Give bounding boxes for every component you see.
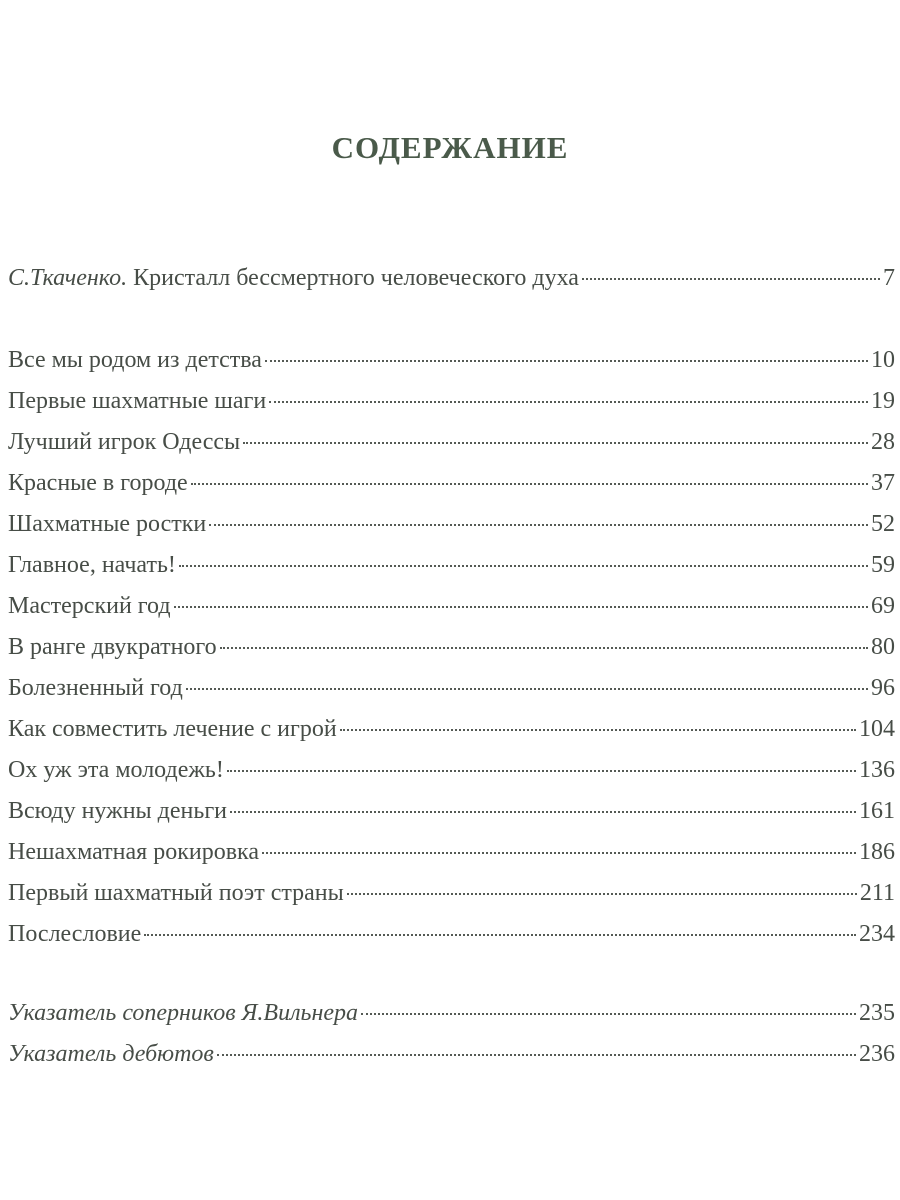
toc-entry-label: Первый шахматный поэт страны	[8, 880, 344, 906]
dot-leader	[220, 647, 868, 649]
toc-intro-section	[8, 265, 895, 306]
toc-entry	[8, 634, 895, 675]
toc-entry	[8, 593, 895, 634]
dot-leader	[186, 688, 868, 690]
toc-entry-page: 69	[871, 593, 895, 619]
toc-entry-label: Указатель дебютов	[8, 1041, 214, 1067]
toc-entry	[8, 511, 895, 552]
toc-entry-page: 104	[859, 716, 895, 742]
toc-entry	[8, 839, 895, 880]
toc-entry-page: 19	[871, 388, 895, 414]
dot-leader	[265, 360, 868, 362]
toc-entry	[8, 1041, 895, 1082]
toc-entry-label: Всюду нужны деньги	[8, 798, 227, 824]
toc-entry-page: 96	[871, 675, 895, 701]
toc-entry	[8, 347, 895, 388]
toc-entry-label: Все мы родом из детства	[8, 347, 262, 373]
dot-leader	[269, 401, 868, 403]
toc-entry	[8, 429, 895, 470]
toc-entry-page: 161	[859, 798, 895, 824]
toc-entry-page: 236	[859, 1041, 895, 1067]
toc-entry	[8, 1000, 895, 1041]
toc-entry-page: 211	[859, 880, 895, 906]
toc-entry-page: 235	[859, 1000, 895, 1026]
dot-leader	[227, 770, 856, 772]
toc-entry-label: Мастерский год	[8, 593, 171, 619]
dot-leader	[217, 1054, 856, 1056]
toc-entry-page: 234	[859, 921, 895, 947]
toc-entry-label: Главное, начать!	[8, 552, 176, 578]
toc-entry-intro	[8, 265, 895, 306]
toc-entry-title: Кристалл бессмертного человеческого духа	[133, 265, 579, 291]
toc-entry	[8, 757, 895, 798]
dot-leader	[209, 524, 868, 526]
dot-leader	[174, 606, 868, 608]
dot-leader	[144, 934, 856, 936]
toc-entry	[8, 880, 895, 921]
dot-leader	[243, 442, 868, 444]
toc-entry-label: Первые шахматные шаги	[8, 388, 267, 414]
dot-leader	[191, 483, 868, 485]
toc-chapters-section	[8, 347, 895, 962]
toc-entry-label: Лучший игрок Одессы	[8, 429, 241, 455]
dot-leader	[179, 565, 868, 567]
toc-entry	[8, 798, 895, 839]
toc-entry	[8, 470, 895, 511]
toc-entry-label	[8, 265, 579, 292]
toc-entry-page: 10	[871, 347, 895, 373]
toc-entry	[8, 716, 895, 757]
toc-entry-label: Ох уж эта молодежь!	[8, 757, 224, 783]
dot-leader	[262, 852, 856, 854]
toc-entry-page: 7	[883, 265, 895, 291]
toc-entry-page: 37	[871, 470, 895, 496]
toc-entry-label: В ранге двукратного	[8, 634, 217, 660]
toc-entry-label: Как совместить лечение с игрой	[8, 716, 337, 742]
toc-entry-label: Красные в городе	[8, 470, 188, 496]
toc-entry-label: Болезненный год	[8, 675, 183, 701]
toc-entry-page: 186	[859, 839, 895, 865]
toc-entry	[8, 388, 895, 429]
dot-leader	[340, 729, 856, 731]
toc-entry-page: 136	[859, 757, 895, 783]
toc-entry-page: 59	[871, 552, 895, 578]
toc-entry-author: С.Ткаченко.	[8, 265, 128, 291]
toc-entry-page: 80	[871, 634, 895, 660]
dot-leader	[361, 1013, 856, 1015]
toc-entry	[8, 921, 895, 962]
dot-leader	[230, 811, 856, 813]
toc-entry-label: Послесловие	[8, 921, 142, 947]
toc-index-section	[8, 1000, 895, 1082]
toc-entry-label: Указатель соперников Я.Вильнера	[8, 1000, 359, 1026]
toc-entry	[8, 675, 895, 716]
toc-entry-label: Нешахматная рокировка	[8, 839, 259, 865]
toc-entry-page: 52	[871, 511, 895, 537]
toc-entry-page: 28	[871, 429, 895, 455]
toc-entry	[8, 552, 895, 593]
toc-entry-label: Шахматные ростки	[8, 511, 207, 537]
page-title: СОДЕРЖАНИЕ	[331, 130, 569, 165]
dot-leader	[582, 278, 880, 280]
dot-leader	[347, 893, 857, 895]
